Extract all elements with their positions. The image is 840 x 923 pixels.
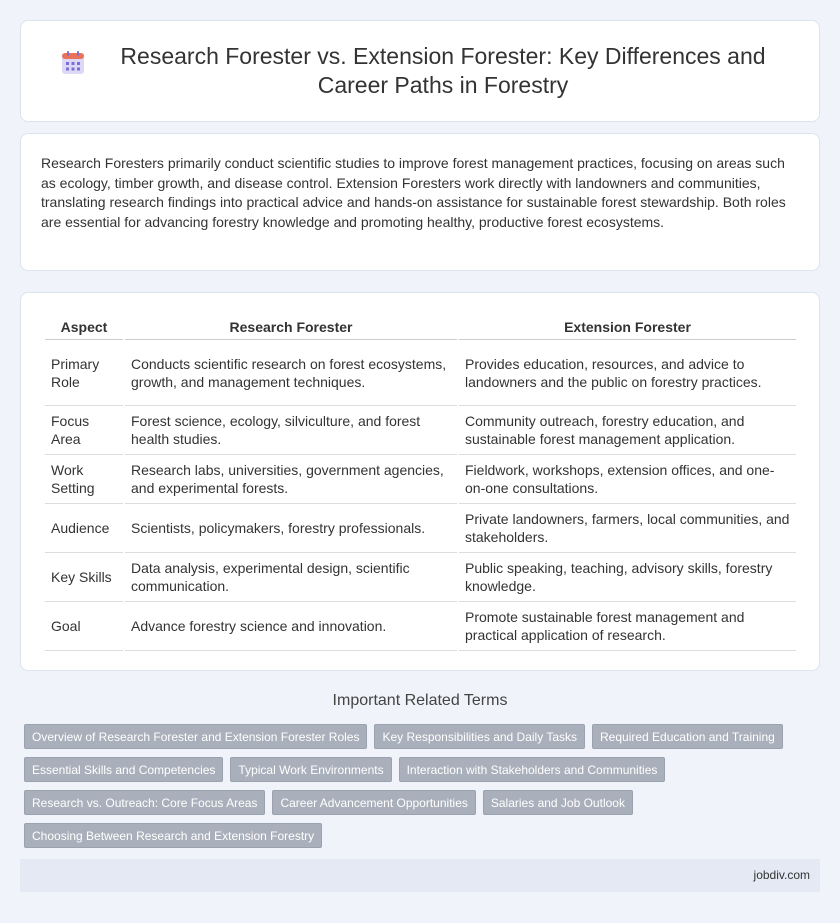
cell-aspect: Primary Role [45, 340, 123, 406]
page-title: Research Forester vs. Extension Forester: Key Differences and Career Paths in Forestry [120, 43, 766, 98]
cell-extension: Fieldwork, workshops, extension offices, and one-on-one consultations. [459, 455, 796, 504]
header-card [20, 20, 820, 122]
cell-extension: Provides education, resources, and advice to landowners and the public on forestry practices. [459, 340, 796, 406]
header-aspect: Aspect [45, 313, 123, 340]
related-term-tag[interactable]: Typical Work Environments [230, 757, 391, 782]
related-term-tag[interactable]: Required Education and Training [592, 724, 783, 749]
header-research-forester: Research Forester [125, 313, 457, 340]
cell-research: Data analysis, experimental design, scientific communication. [125, 553, 457, 602]
cell-research: Conducts scientific research on forest ecosystems, growth, and management techniques. [125, 340, 457, 406]
cell-aspect: Work Setting [45, 455, 123, 504]
intro-card [20, 133, 820, 271]
cell-research: Scientists, policymakers, forestry professionals. [125, 504, 457, 553]
cell-aspect: Audience [45, 504, 123, 553]
cell-aspect: Focus Area [45, 406, 123, 455]
table-row [45, 455, 796, 504]
cell-extension: Private landowners, farmers, local communities, and stakeholders. [459, 504, 796, 553]
comparison-table [43, 313, 798, 651]
related-terms-list [24, 724, 804, 848]
cell-aspect: Key Skills [45, 553, 123, 602]
calendar-grid-icon [60, 50, 86, 76]
cell-research: Research labs, universities, government agencies, and experimental forests. [125, 455, 457, 504]
table-row [45, 340, 796, 406]
table-row [45, 504, 796, 553]
cell-extension: Promote sustainable forest management and practical application of research. [459, 602, 796, 651]
related-term-tag[interactable]: Choosing Between Research and Extension Forestry [24, 823, 322, 848]
header-extension-forester: Extension Forester [459, 313, 796, 340]
related-term-tag[interactable]: Career Advancement Opportunities [272, 790, 475, 815]
related-term-tag[interactable]: Research vs. Outreach: Core Focus Areas [24, 790, 265, 815]
cell-extension: Public speaking, teaching, advisory skills, forestry knowledge. [459, 553, 796, 602]
table-header-row [45, 313, 796, 340]
table-row [45, 602, 796, 651]
related-term-tag[interactable]: Overview of Research Forester and Extension Forester Roles [24, 724, 367, 749]
cell-research: Forest science, ecology, silviculture, and forest health studies. [125, 406, 457, 455]
cell-extension: Community outreach, forestry education, and sustainable forest management application. [459, 406, 796, 455]
cell-research: Advance forestry science and innovation. [125, 602, 457, 651]
related-term-tag[interactable]: Interaction with Stakeholders and Communities [399, 757, 666, 782]
related-term-tag[interactable]: Salaries and Job Outlook [483, 790, 633, 815]
table-row [45, 553, 796, 602]
footer-site-link[interactable]: jobdiv.com [753, 868, 810, 882]
related-term-tag[interactable]: Essential Skills and Competencies [24, 757, 223, 782]
intro-text: Research Foresters primarily conduct scientific studies to improve forest management practices, focusing on areas such as ecology, timber growth, and disease control. Extension Foresters work directly with landowners and communities, translating research findings into practical advice and hands-on assistance for sustainable forest stewardship. Both roles are essential for advancing forestry knowledge and promoting healthy, productive forest ecosystems. [41, 155, 786, 230]
related-terms-heading: Important Related Terms [332, 692, 508, 709]
footer [20, 859, 820, 892]
table-row [45, 406, 796, 455]
cell-aspect: Goal [45, 602, 123, 651]
related-term-tag[interactable]: Key Responsibilities and Daily Tasks [374, 724, 585, 749]
comparison-card [20, 292, 820, 671]
